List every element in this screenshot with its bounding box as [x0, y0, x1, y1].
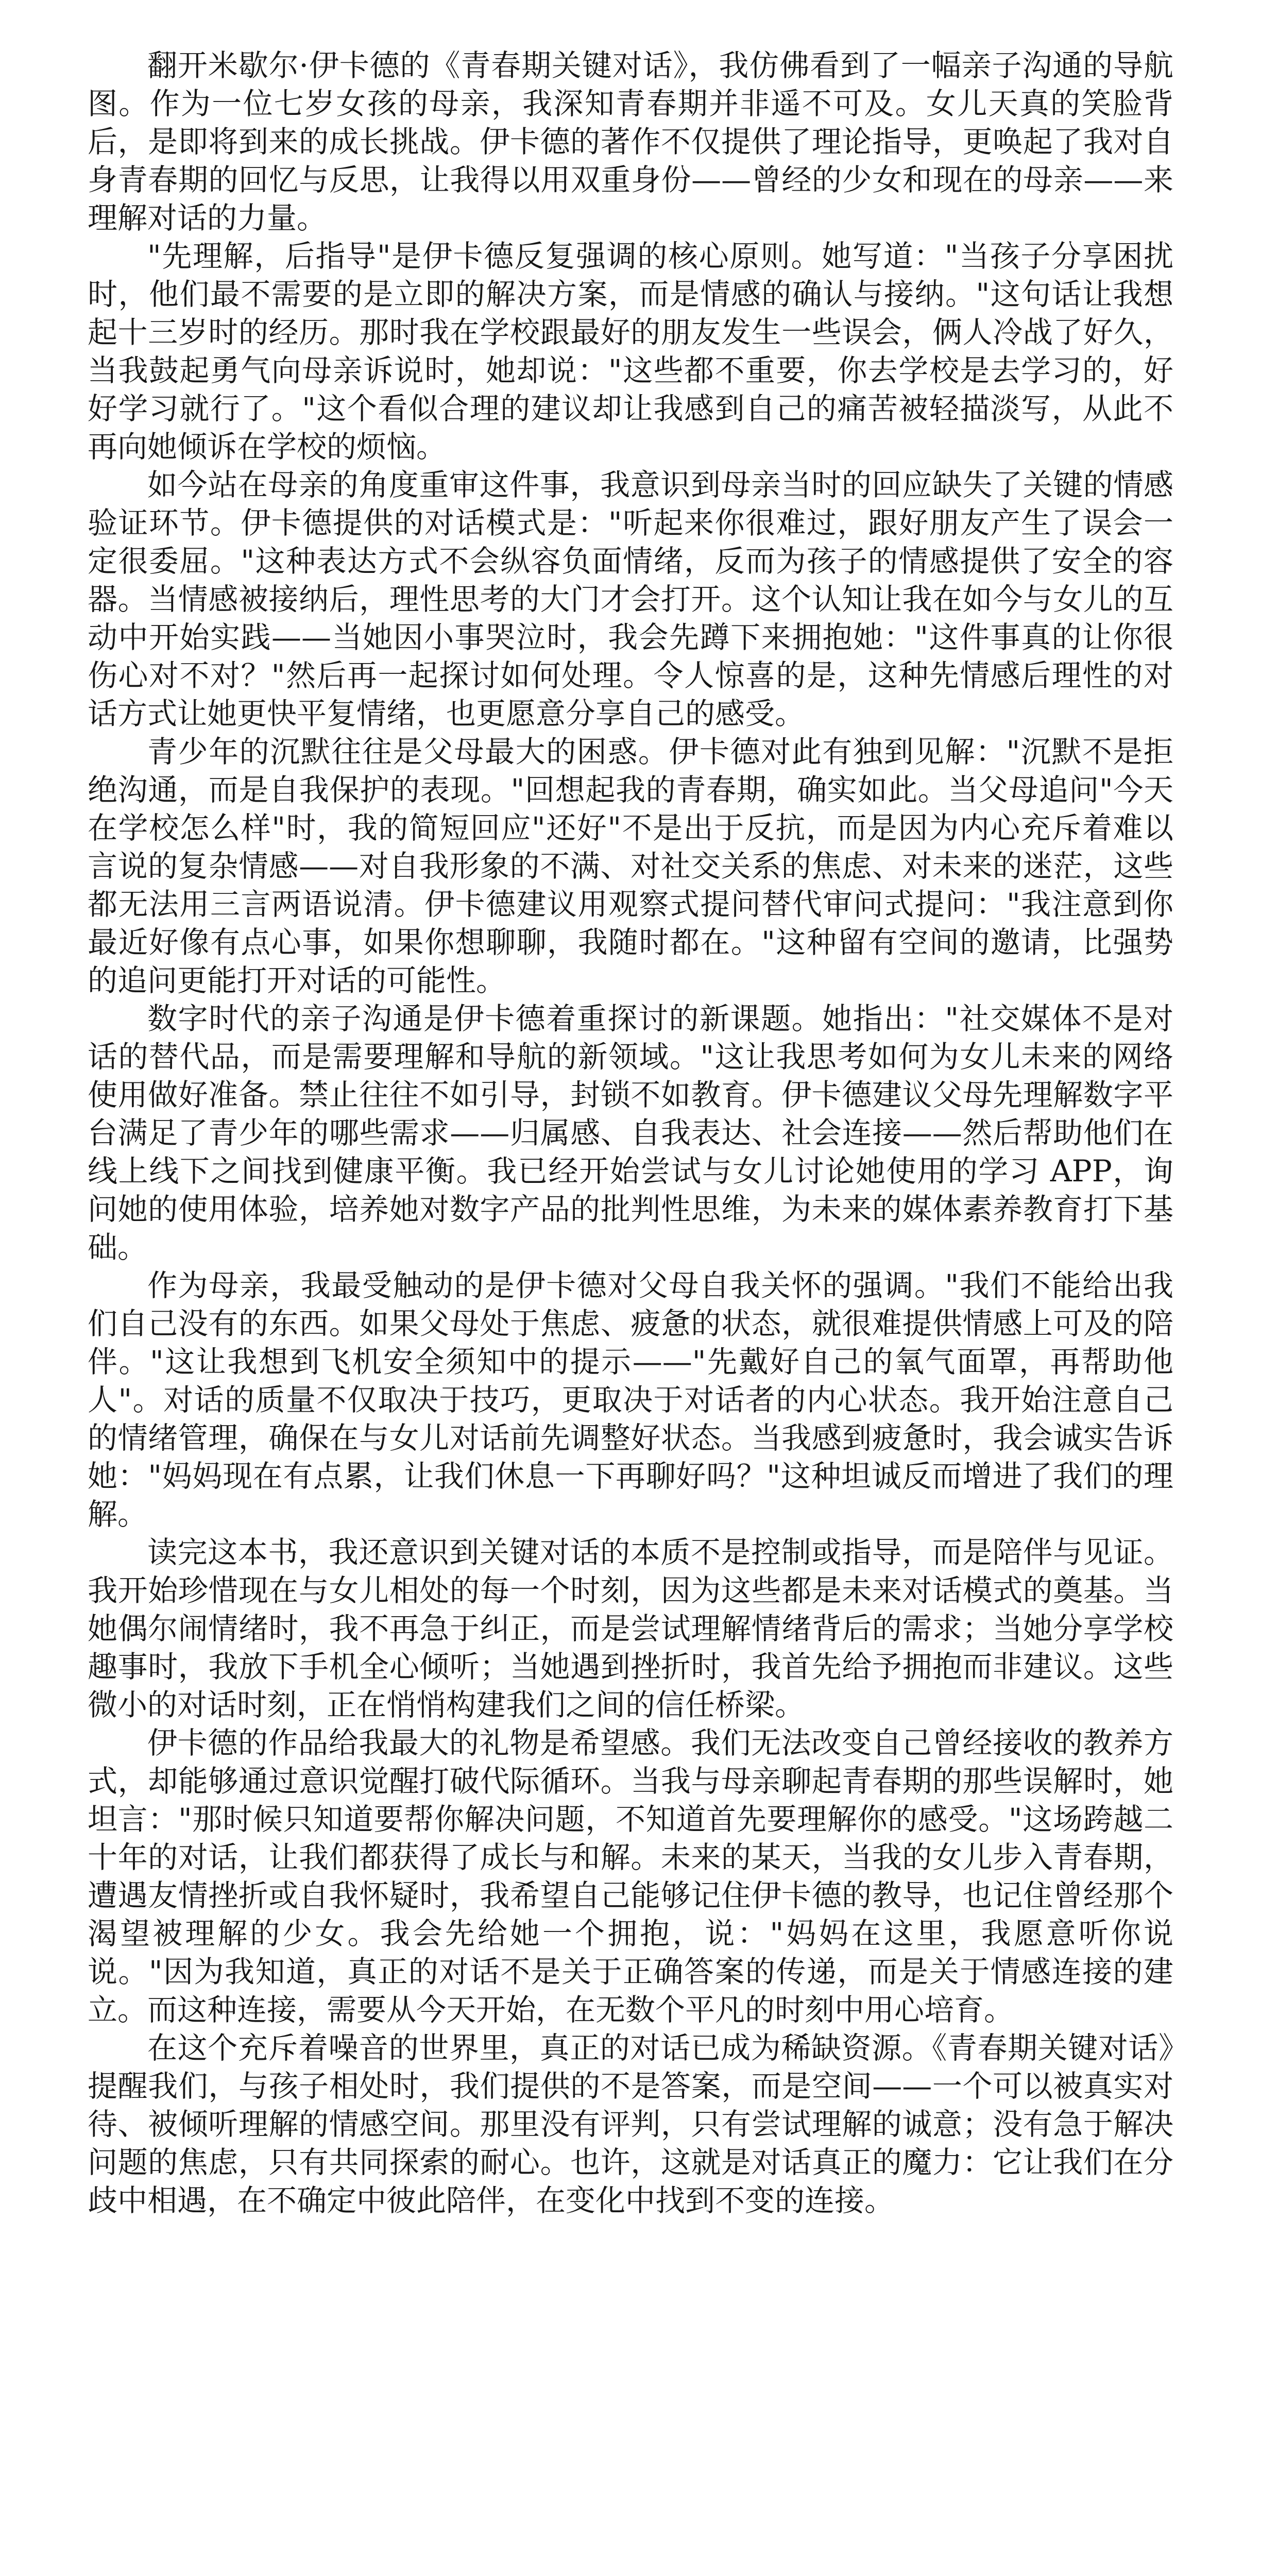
paragraph-5: 数字时代的亲子沟通是伊卡德着重探讨的新课题。她指出："社交媒体不是对话的替代品，而是需要理解和导航的新领域。"这让我思考如何为女儿未来的网络使用做好准备。禁止往往不如引导，封锁不如教育。伊卡德建议父母先理解数字平台满足了青少年的哪些需求——归属感、自我表达、社会连接——然后帮助他们在线上线下之间找到健康平衡。我已经开始尝试与女儿讨论她使用的学习 APP，询问她的使用体验，培养她对数字产品的批判性思维，为未来的媒体素养教育打下基础。 [88, 1001, 1173, 1265]
paragraph-7: 读完这本书，我还意识到关键对话的本质不是控制或指导，而是陪伴与见证。我开始珍惜现在与女儿相处的每一个时刻，因为这些都是未来对话模式的奠基。当她偶尔闹情绪时，我不再急于纠正，而是尝试理解情绪背后的需求；当她分享学校趣事时，我放下手机全心倾听；当她遇到挫折时，我首先给予拥抱而非建议。这些微小的对话时刻，正在悄悄构建我们之间的信任桥梁。 [88, 1535, 1173, 1722]
paragraph-6: 作为母亲，我最受触动的是伊卡德对父母自我关怀的强调。"我们不能给出我们自己没有的东西。如果父母处于焦虑、疲惫的状态，就很难提供情感上可及的陪伴。"这让我想到飞机安全须知中的提示——"先戴好自己的氧气面罩，再帮助他人"。对话的质量不仅取决于技巧，更取决于对话者的内心状态。我开始注意自己的情绪管理，确保在与女儿对话前先调整好状态。当我感到疲惫时，我会诚实告诉她："妈妈现在有点累，让我们休息一下再聊好吗？"这种坦诚反而增进了我们的理解。 [88, 1268, 1173, 1532]
paragraph-4: 青少年的沉默往往是父母最大的困惑。伊卡德对此有独到见解："沉默不是拒绝沟通，而是自我保护的表现。"回想起我的青春期，确实如此。当父母追问"今天在学校怎么样"时，我的简短回应"还好"不是出于反抗，而是因为内心充斥着难以言说的复杂情感——对自我形象的不满、对社交关系的焦虑、对未来的迷茫，这些都无法用三言两语说清。伊卡德建议用观察式提问替代审问式提问："我注意到你最近好像有点心事，如果你想聊聊，我随时都在。"这种留有空间的邀请，比强势的追问更能打开对话的可能性。 [88, 734, 1173, 998]
paragraph-2: "先理解，后指导"是伊卡德反复强调的核心原则。她写道："当孩子分享困扰时，他们最不需要的是立即的解决方案，而是情感的确认与接纳。"这句话让我想起十三岁时的经历。那时我在学校跟最好的朋友发生一些误会，俩人冷战了好久，当我鼓起勇气向母亲诉说时，她却说："这些都不重要，你去学校是去学习的，好好学习就行了。"这个看似合理的建议却让我感到自己的痛苦被轻描淡写，从此不再向她倾诉在学校的烦恼。 [88, 239, 1173, 464]
paragraph-1: 翻开米歇尔·伊卡德的《青春期关键对话》，我仿佛看到了一幅亲子沟通的导航图。作为一位七岁女孩的母亲，我深知青春期并非遥不可及。女儿天真的笑脸背后，是即将到来的成长挑战。伊卡德的著作不仅提供了理论指导，更唤起了我对自身青春期的回忆与反思，让我得以用双重身份——曾经的少女和现在的母亲——来理解对话的力量。 [88, 48, 1173, 235]
paragraph-9: 在这个充斥着噪音的世界里，真正的对话已成为稀缺资源。《青春期关键对话》提醒我们，与孩子相处时，我们提供的不是答案，而是空间——一个可以被真实对待、被倾听理解的情感空间。那里没有评判，只有尝试理解的诚意；没有急于解决问题的焦虑，只有共同探索的耐心。也许，这就是对话真正的魔力：它让我们在分歧中相遇，在不确定中彼此陪伴，在变化中找到不变的连接。 [88, 2030, 1173, 2218]
paragraph-3: 如今站在母亲的角度重审这件事，我意识到母亲当时的回应缺失了关键的情感验证环节。伊卡德提供的对话模式是："听起来你很难过，跟好朋友产生了误会一定很委屈。"这种表达方式不会纵容负面情绪，反而为孩子的情感提供了安全的容器。当情感被接纳后，理性思考的大门才会打开。这个认知让我在如今与女儿的互动中开始实践——当她因小事哭泣时，我会先蹲下来拥抱她："这件事真的让你很伤心对不对？"然后再一起探讨如何处理。令人惊喜的是，这种先情感后理性的对话方式让她更快平复情绪，也更愿意分享自己的感受。 [88, 467, 1173, 731]
paragraph-8: 伊卡德的作品给我最大的礼物是希望感。我们无法改变自己曾经接收的教养方式，却能够通过意识觉醒打破代际循环。当我与母亲聊起青春期的那些误解时，她坦言："那时候只知道要帮你解决问题，不知道首先要理解你的感受。"这场跨越二十年的对话，让我们都获得了成长与和解。未来的某天，当我的女儿步入青春期，遭遇友情挫折或自我怀疑时，我希望自己能够记住伊卡德的教导，也记住曾经那个渴望被理解的少女。我会先给她一个拥抱，说："妈妈在这里，我愿意听你说说。"因为我知道，真正的对话不是关于正确答案的传递，而是关于情感连接的建立。而这种连接，需要从今天开始，在无数个平凡的时刻中用心培育。 [88, 1725, 1173, 2027]
